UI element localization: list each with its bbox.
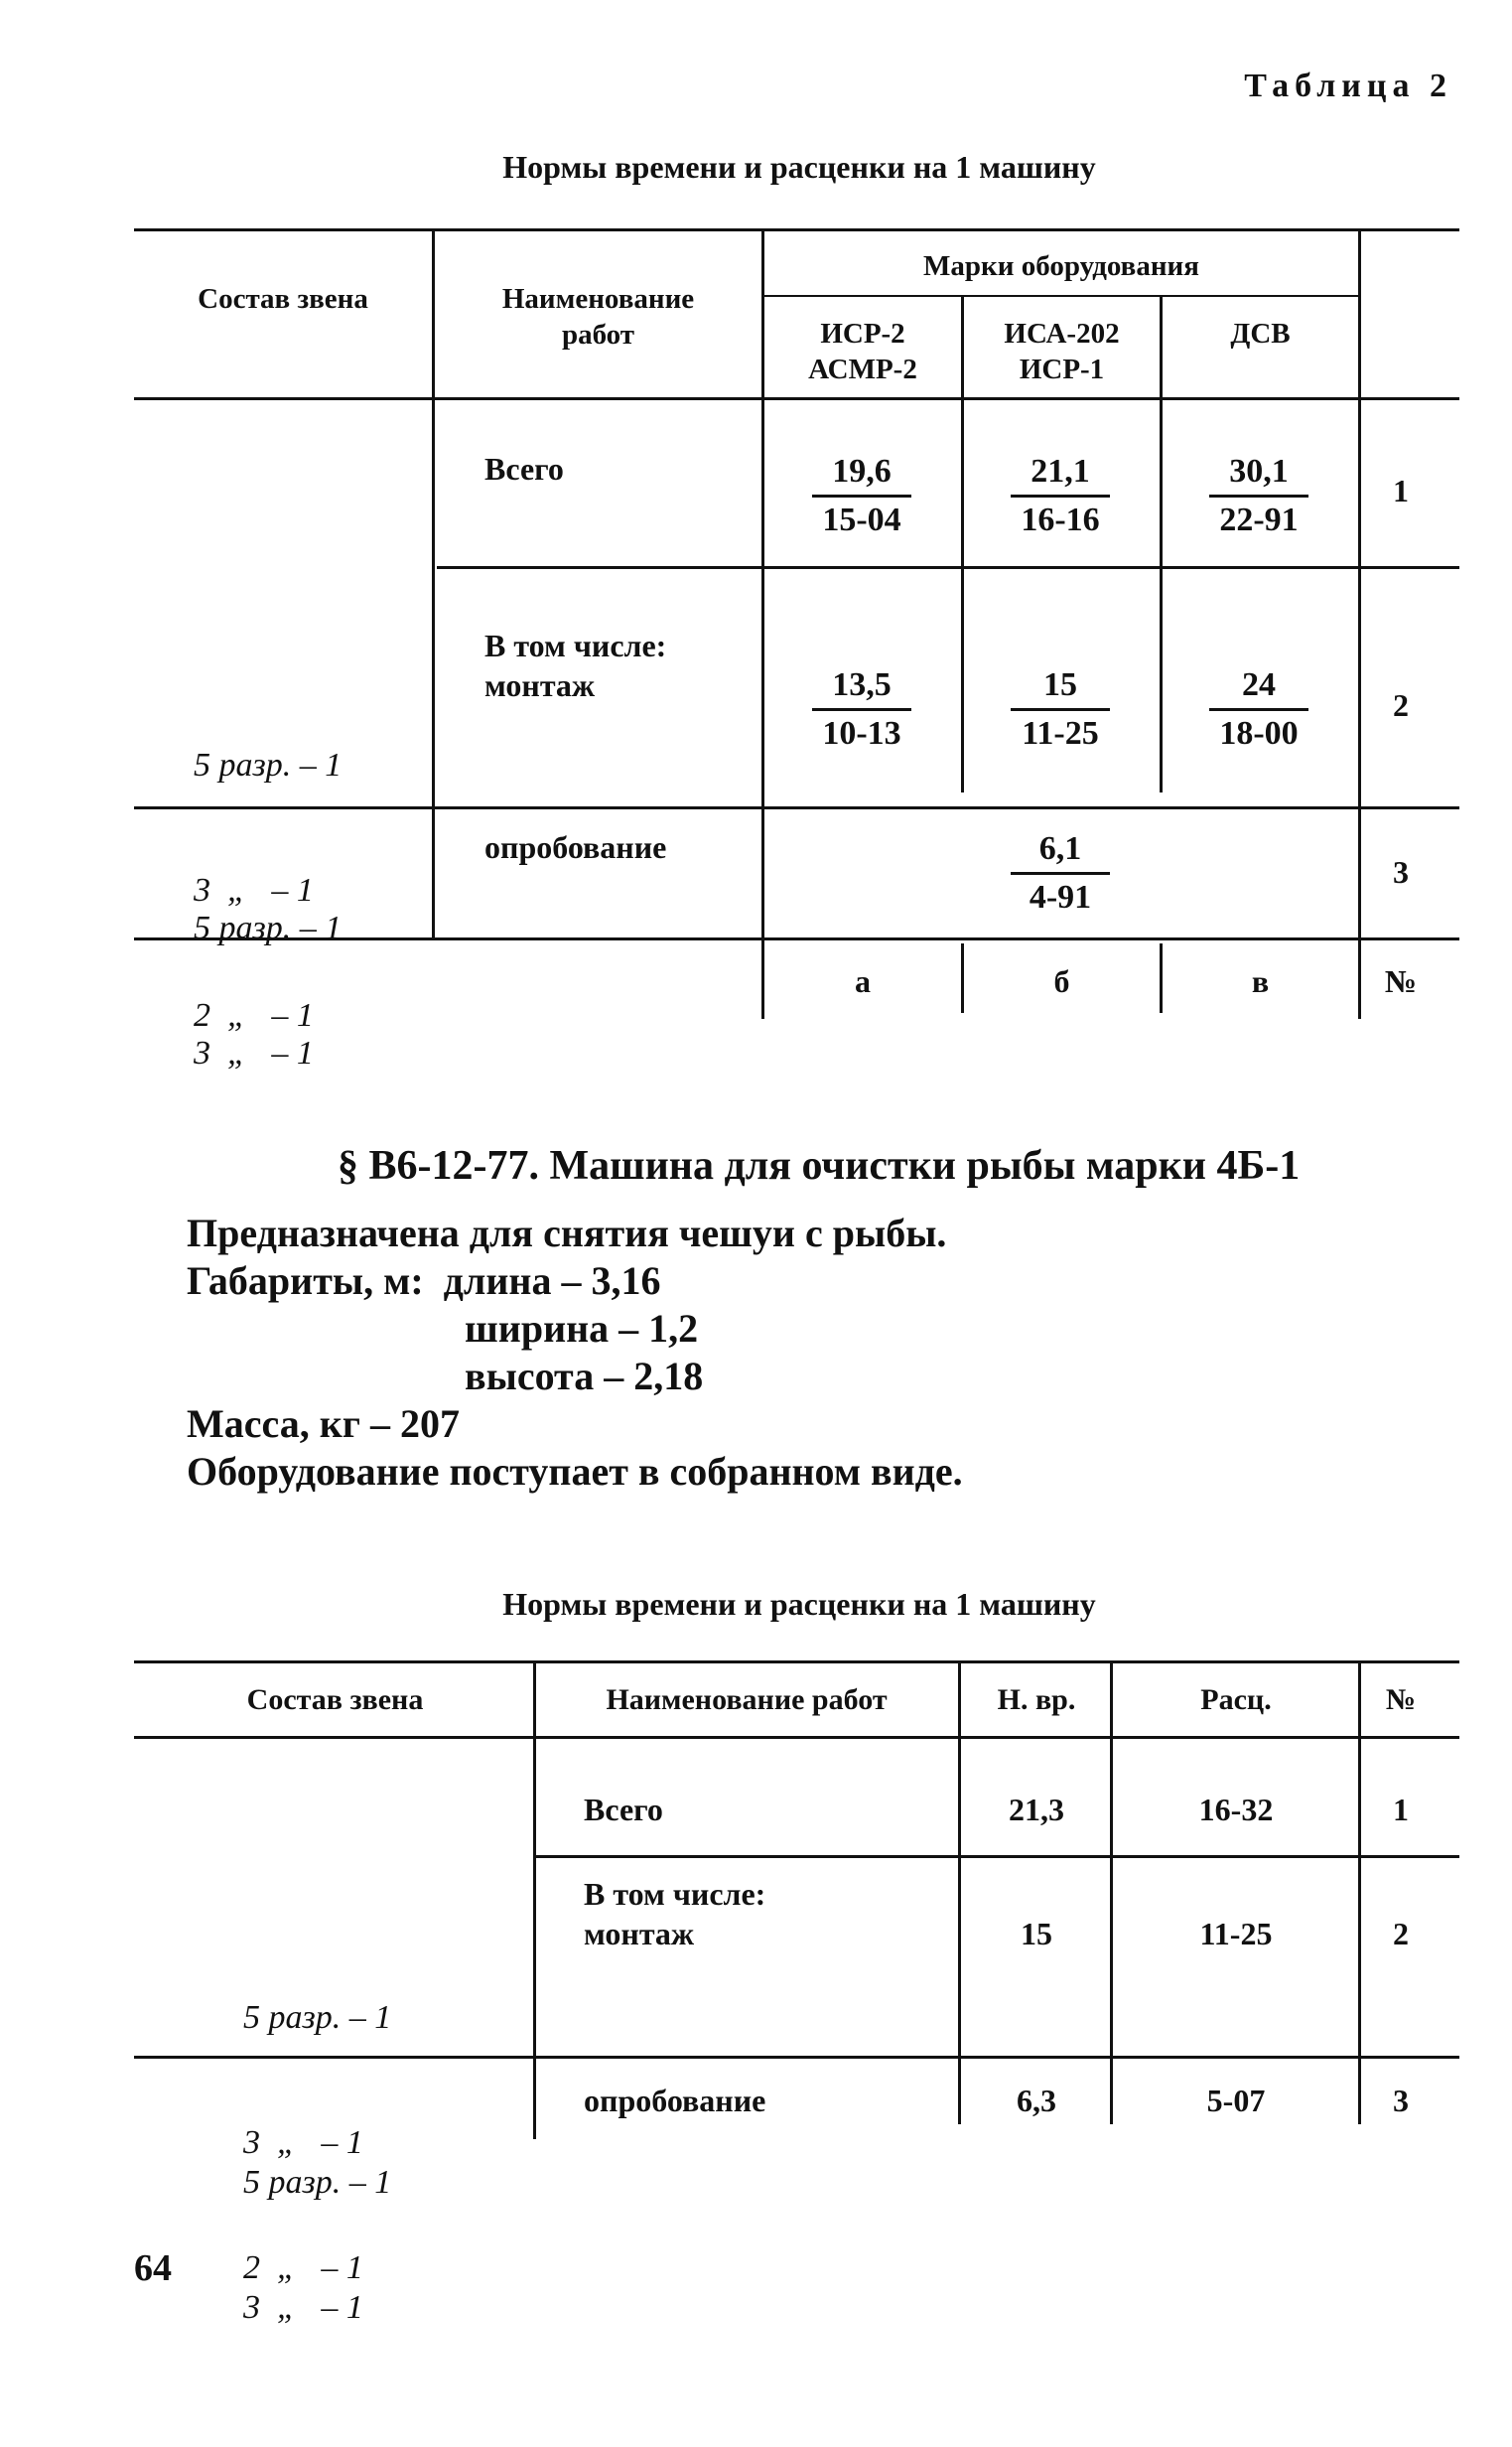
table1-header-brand-a	[764, 316, 961, 387]
frac-den: 4-91	[1029, 879, 1092, 916]
section-line-mass: Масса, кг – 207	[187, 1401, 460, 1446]
crew-line: 3 „ – 1	[194, 872, 314, 909]
table2-row3-crew	[243, 2079, 391, 2412]
table1-row3-work: опробование	[484, 829, 667, 865]
crew-line: 5 разр. – 1	[243, 2164, 392, 2201]
section-heading: § В6-12-77. Машина для очистки рыбы марки 4Б-1	[338, 1143, 1301, 1189]
crew-line: 3 „ – 1	[194, 1035, 314, 1072]
frac-den: 16-16	[1021, 502, 1100, 538]
table1-row2-a	[812, 662, 911, 757]
table2-header-work: Наименование работ	[606, 1683, 888, 1716]
frac-num: 19,6	[812, 449, 911, 498]
table1-row2-c	[1209, 662, 1308, 757]
crew-line: 5 разр. – 1	[243, 1999, 392, 2036]
frac-num: 24	[1209, 662, 1308, 711]
table1-row1-a	[812, 449, 911, 543]
table2-row1-work: Всего	[584, 1792, 663, 1827]
table1-footer-no: №	[1384, 963, 1418, 999]
section-line-dims-width: ширина – 1,2	[465, 1306, 699, 1351]
table2-row2-work	[584, 1874, 765, 1953]
table2-row2-hvr: 15	[1021, 1916, 1052, 1951]
table2-row3-no: 3	[1393, 2083, 1409, 2118]
table1-header-brand-c: ДСВ	[1230, 318, 1291, 350]
table1-header-brand-b	[964, 316, 1160, 387]
frac-den: 22-91	[1219, 502, 1299, 538]
section-line-purpose: Предназначена для снятия чешуи с рыбы.	[187, 1211, 947, 1255]
frac-num: 15	[1011, 662, 1110, 711]
table1-header-work	[437, 281, 759, 353]
frac-den: 18-00	[1219, 715, 1299, 752]
brand-b-line2: ИСР-1	[1019, 354, 1105, 385]
table1-row2-b	[1011, 662, 1110, 757]
crew-line: 5 разр. – 1	[194, 910, 343, 946]
crew-line: 2 „ – 1	[243, 2249, 363, 2286]
table2-row1-hvr: 21,3	[1009, 1792, 1064, 1827]
table2-row1-no: 1	[1393, 1792, 1409, 1827]
crew-line: 2 „ – 1	[194, 997, 314, 1034]
table1-row2-no: 2	[1393, 687, 1409, 723]
brand-a-line1: ИСР-2	[820, 318, 905, 350]
frac-den: 11-25	[1022, 715, 1099, 752]
table1-row1-work: Всего	[484, 451, 564, 487]
table1-footer-c: в	[1251, 963, 1270, 999]
table2-header-no: №	[1385, 1683, 1417, 1716]
table2-row1-rate: 16-32	[1198, 1792, 1274, 1827]
brand-a-line2: АСМР-2	[808, 354, 917, 385]
table-number-label: Таблица 2	[1244, 68, 1452, 104]
page-number: 64	[134, 2247, 172, 2289]
table1-row1-c	[1209, 449, 1308, 543]
table2-header-crew: Состав звена	[246, 1683, 424, 1716]
table2-row2-rate: 11-25	[1199, 1916, 1273, 1951]
table1-header-work-text: Наименование работ	[501, 283, 695, 351]
work-line: монтаж	[584, 1916, 695, 1951]
table2-row3-work: опробование	[584, 2083, 766, 2118]
table2-row3-rate: 5-07	[1206, 2083, 1266, 2118]
table1-row2-work	[484, 626, 666, 705]
crew-line: 5 разр. – 1	[194, 747, 343, 784]
frac-num: 30,1	[1209, 449, 1308, 498]
table2-header-hvr: Н. вр.	[997, 1683, 1076, 1716]
table1-row1-b	[1011, 449, 1110, 543]
crew-line: 3 „ – 1	[243, 2124, 363, 2161]
table1-row1-no: 1	[1393, 473, 1409, 508]
table2-caption: Нормы времени и расценки на 1 машину	[502, 1586, 1096, 1622]
table1-footer-a: а	[855, 963, 871, 999]
work-line: В том числе:	[484, 628, 667, 663]
frac-num: 13,5	[812, 662, 911, 711]
table2-row2-no: 2	[1393, 1916, 1409, 1951]
work-line: монтаж	[484, 667, 596, 703]
table2-header-rate: Расц.	[1200, 1683, 1272, 1716]
table1-row3-no: 3	[1393, 854, 1409, 890]
table1-caption: Нормы времени и расценки на 1 машину	[502, 149, 1096, 185]
brand-b-line1: ИСА-202	[1004, 318, 1120, 350]
crew-line: 3 „ – 1	[243, 2289, 363, 2326]
section-line-delivery: Оборудование поступает в собранном виде.	[187, 1449, 963, 1494]
section-line-dims-length: Габариты, м: длина – 3,16	[187, 1258, 661, 1303]
table1-header-crew: Состав звена	[198, 283, 368, 315]
section-line-dims-height: высота – 2,18	[465, 1354, 704, 1398]
frac-den: 10-13	[822, 715, 901, 752]
work-line: В том числе:	[584, 1876, 766, 1912]
frac-num: 6,1	[1011, 826, 1110, 875]
table1-header-brands: Марки оборудования	[923, 250, 1199, 282]
frac-num: 21,1	[1011, 449, 1110, 498]
frac-den: 15-04	[822, 502, 901, 538]
table1-footer-b: б	[1053, 963, 1070, 999]
table1-row3-crew	[194, 824, 342, 1158]
table2-row3-hvr: 6,3	[1017, 2083, 1056, 2118]
table1-row3-merged	[1011, 826, 1110, 921]
